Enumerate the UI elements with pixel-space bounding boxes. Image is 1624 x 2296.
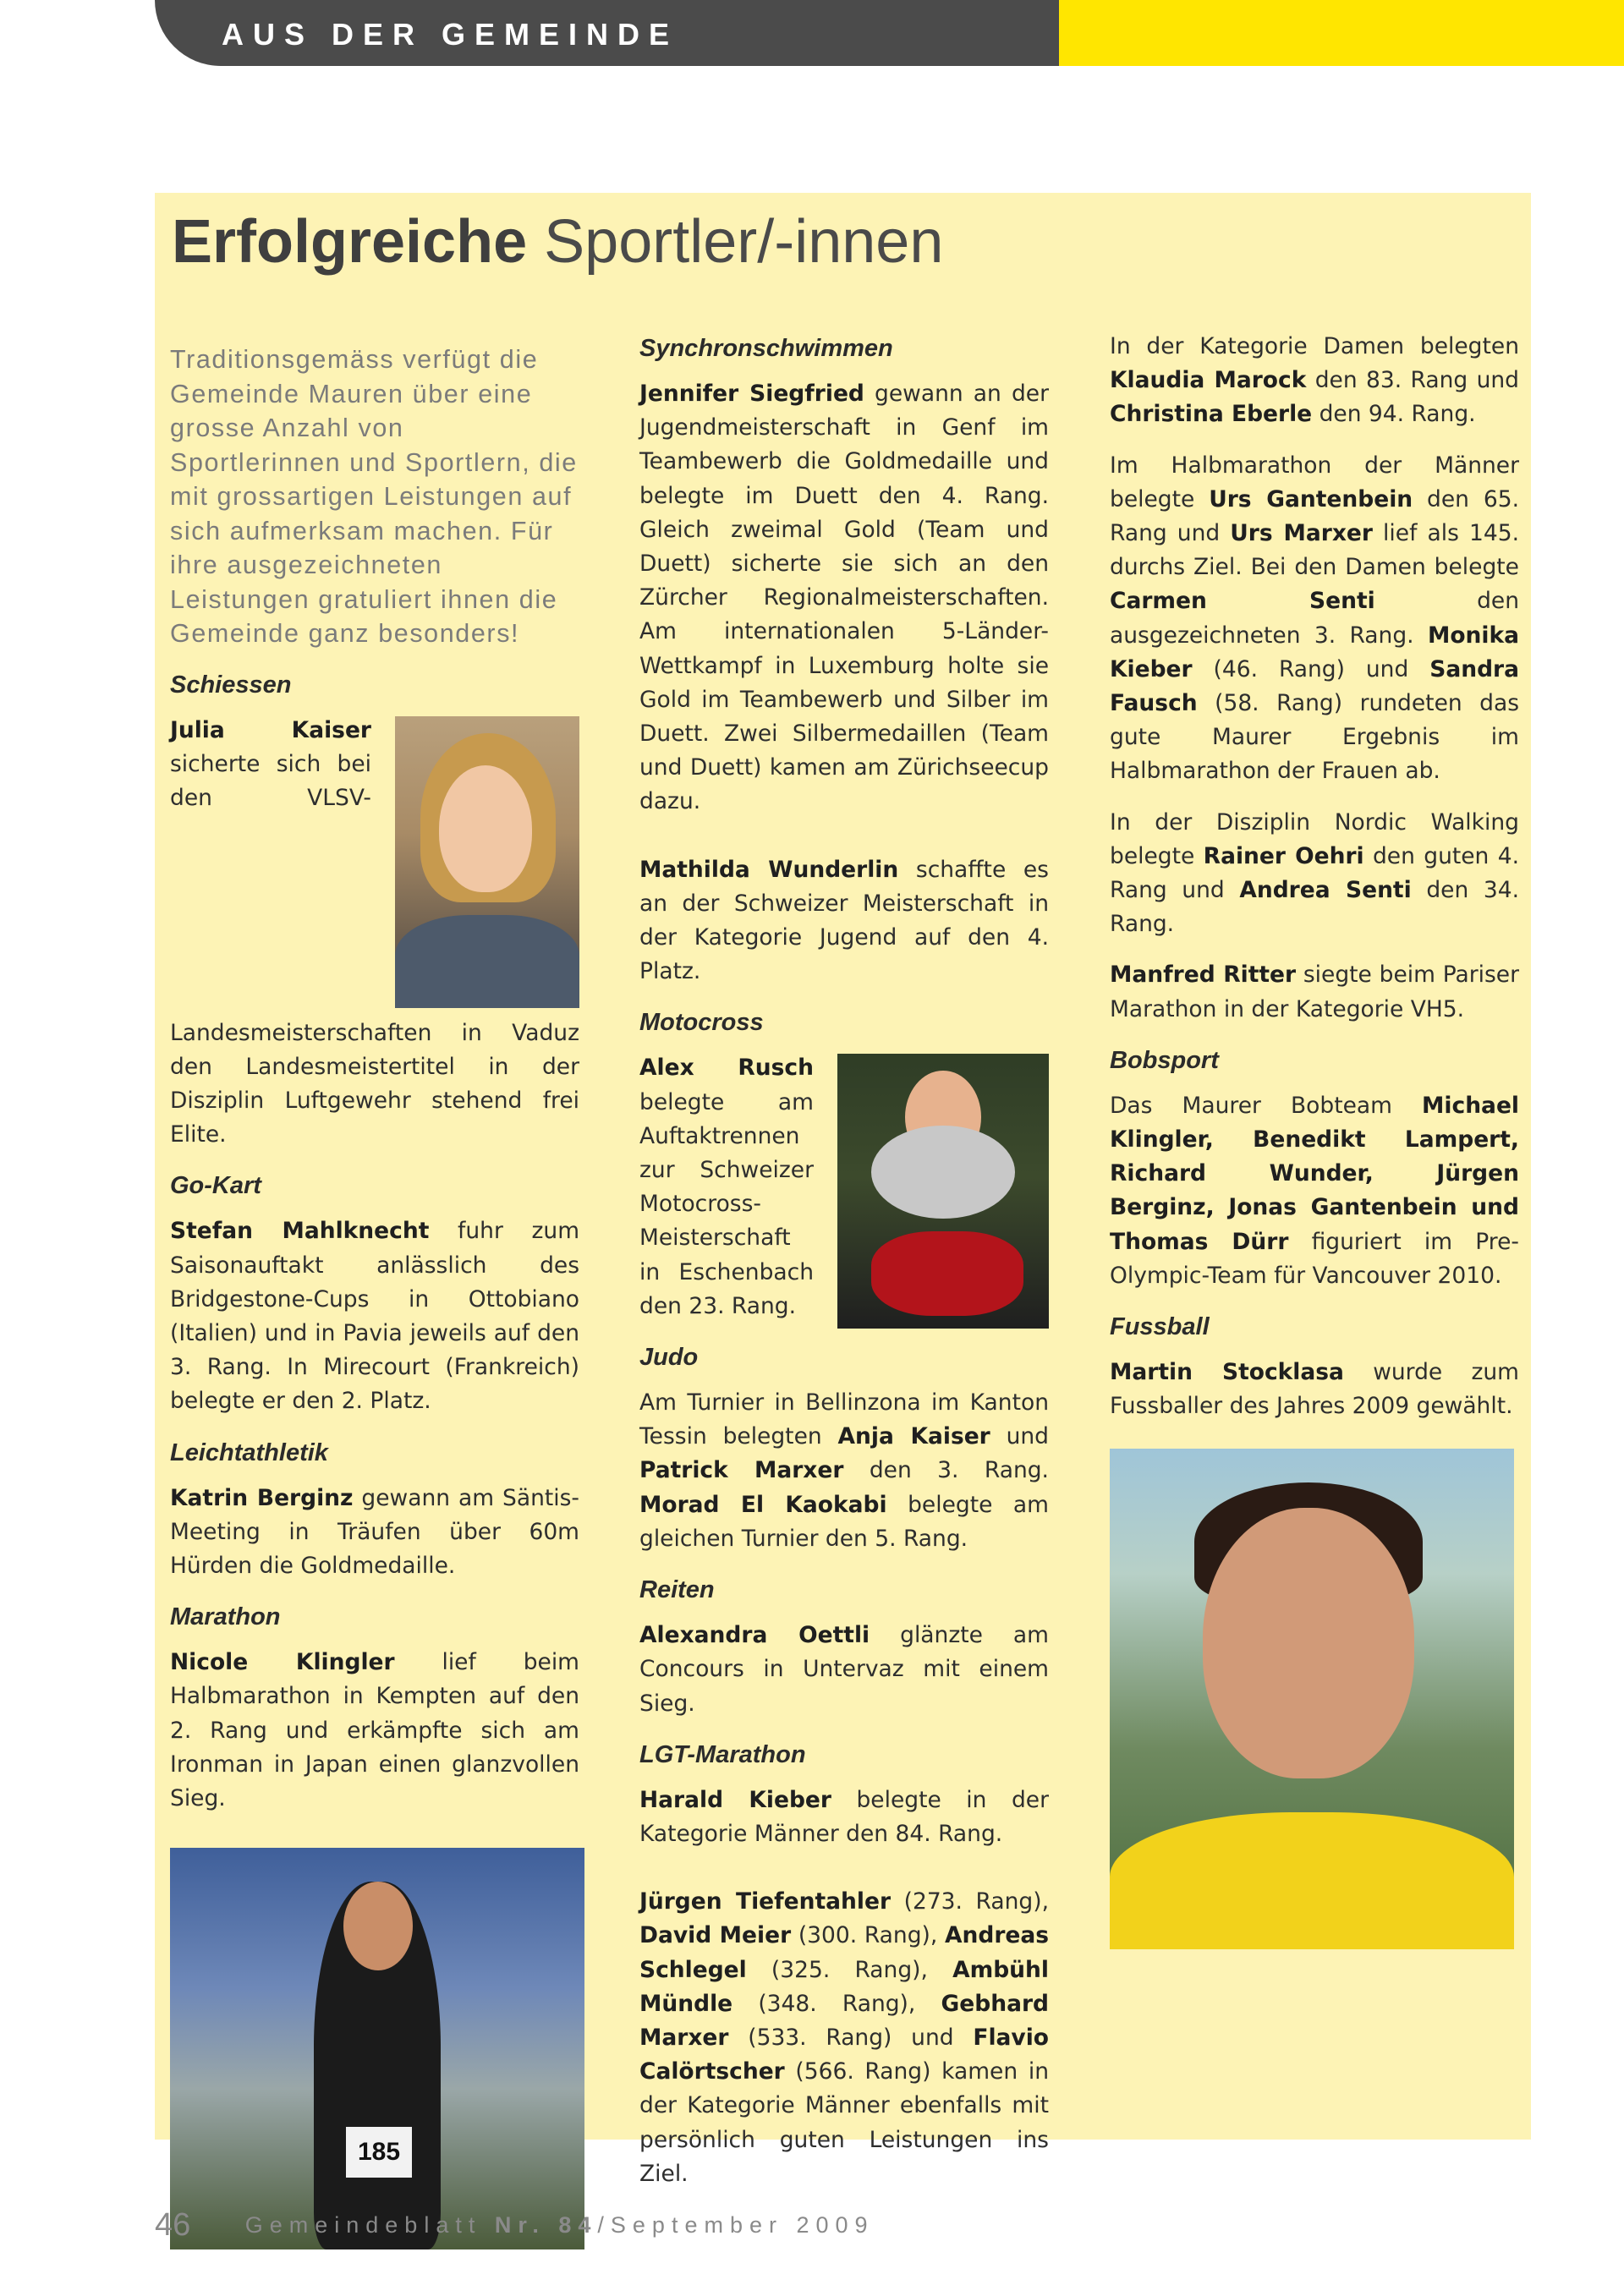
text-run: Im Halbmarathon der Männer belegte bbox=[1110, 452, 1519, 512]
heading-judo: Judo bbox=[639, 1344, 699, 1372]
athlete-name: Andrea Senti bbox=[1239, 877, 1412, 904]
text-marathon bbox=[170, 1646, 579, 1816]
athlete-name: Flavio Calörtscher bbox=[639, 2024, 1049, 2085]
text-run: (566. Rang) kamen in der Kategorie Männer ebenfalls mit persönlich guten Leistungen ins Ziel. bbox=[639, 2058, 1049, 2187]
athlete-name: Monika Kieber bbox=[1110, 622, 1519, 682]
athlete-name: Andreas Schlegel bbox=[639, 1922, 1050, 1983]
header-accent bbox=[1059, 0, 1624, 66]
athlete-name: Mathilda Wunderlin bbox=[639, 856, 899, 883]
athlete-name: Nicole Klingler bbox=[170, 1649, 395, 1676]
page-footer bbox=[155, 2207, 875, 2244]
result-text: fuhr zum Saisonauftakt anlässlich des Bridgestone-Cups in Ottobiano (Italien) und in Pavia jeweils auf den 3. Rang. In Mirecourt (Frankreich) belegte er den 2. Platz. bbox=[170, 1218, 580, 1415]
text-nordic-walking bbox=[1110, 806, 1519, 942]
heading-fussball: Fussball bbox=[1110, 1313, 1210, 1341]
result-text: lief beim Halbmarathon in Kempten auf den 2. Rang und erkämpfte sich am Ironman in Japan einen glanzvollen Sieg. bbox=[170, 1649, 579, 1811]
text-synchron-2 bbox=[639, 853, 1049, 989]
text-run: (300. Rang), bbox=[791, 1922, 945, 1949]
text-run: den ausgezeichneten 3. Rang. bbox=[1110, 588, 1519, 649]
photo-face bbox=[343, 1882, 413, 1970]
result-text: wurde zum Fussballer des Jahres 2009 gewählt. bbox=[1110, 1359, 1519, 1420]
text-run: den 3. Rang. bbox=[843, 1457, 1049, 1484]
athlete-name: Michael Klingler, Benedikt Lampert, Richard Wunder, Jürgen Berginz, Jonas Gantenbein und Thomas Dürr bbox=[1110, 1092, 1519, 1255]
text-fussball bbox=[1110, 1356, 1519, 1423]
text-synchron-1 bbox=[639, 377, 1049, 819]
result-text: glänzte am Concours in Untervaz mit einem Sieg. bbox=[639, 1622, 1049, 1717]
athlete-name: Gebhard Marxer bbox=[639, 1990, 1049, 2051]
spacer bbox=[639, 836, 1049, 853]
photo-face bbox=[1203, 1508, 1414, 1778]
spacer bbox=[639, 1868, 1049, 1885]
column-3 bbox=[1110, 330, 1519, 1949]
text-run: (58. Rang) rundeten das gute Maurer Ergebnis im Halbmarathon der Frauen ab. bbox=[1110, 690, 1519, 785]
photo-face bbox=[439, 765, 532, 892]
text-gokart bbox=[170, 1214, 579, 1418]
text-run: belegte am gleichen Turnier den 5. Rang. bbox=[639, 1491, 1049, 1552]
headline-bold: Erfolgreiche bbox=[172, 208, 528, 276]
athlete-name: Patrick Marxer bbox=[639, 1457, 844, 1484]
athlete-name: Urs Gantenbein bbox=[1209, 485, 1413, 512]
text-run: Am Turnier in Bellinzona im Kanton Tessin belegten bbox=[639, 1389, 1049, 1450]
photo-nicole-klingler bbox=[170, 1848, 584, 2249]
text-run: den guten 4. Rang und bbox=[1110, 842, 1519, 904]
athlete-name: Christina Eberle bbox=[1110, 401, 1313, 428]
text-lgt-2 bbox=[639, 1885, 1049, 2191]
athlete-name: Harald Kieber bbox=[639, 1786, 831, 1813]
photo-shirt bbox=[1110, 1812, 1514, 1949]
text-run: In der Disziplin Nordic Walking belegte bbox=[1110, 808, 1519, 869]
publication-name: Gemeindeblatt bbox=[244, 2212, 495, 2238]
text-bobsport bbox=[1110, 1089, 1519, 1293]
text-run: (46. Rang) und bbox=[1192, 655, 1430, 682]
photo-alex-rusch bbox=[837, 1054, 1049, 1329]
text-damen bbox=[1110, 330, 1519, 432]
athlete-name: Morad El Kaokabi bbox=[639, 1491, 887, 1518]
text-run: In der Kategorie Damen belegten bbox=[1110, 333, 1519, 359]
photo-bike bbox=[871, 1231, 1023, 1316]
athlete-name: Anja Kaiser bbox=[837, 1423, 990, 1450]
text-run: (348. Rang), bbox=[732, 1990, 941, 2017]
athlete-name: Jürgen Tiefentahler bbox=[639, 1888, 892, 1915]
athlete-name: Stefan Mahlknecht bbox=[170, 1218, 430, 1245]
heading-lgt-marathon: LGT-Marathon bbox=[639, 1740, 806, 1768]
photo-body bbox=[395, 915, 579, 1008]
athlete-name: Sandra Fausch bbox=[1110, 655, 1519, 717]
text-run: den 83. Rang und bbox=[1306, 367, 1520, 394]
athlete-name: Urs Marxer bbox=[1230, 520, 1373, 547]
headline-light: Sportler/-innen bbox=[527, 208, 944, 276]
issue-number: Nr. 84 bbox=[494, 2212, 598, 2238]
athlete-name: Manfred Ritter bbox=[1110, 962, 1297, 989]
heading-motocross: Motocross bbox=[639, 1009, 764, 1037]
text-leichtathletik bbox=[170, 1482, 579, 1584]
text-run: den 65. Rang und bbox=[1110, 485, 1519, 547]
photo-bib: 185 bbox=[346, 2127, 412, 2178]
heading-bobsport: Bobsport bbox=[1110, 1046, 1219, 1074]
text-run: und bbox=[990, 1423, 1049, 1450]
result-text: belegte in der Kategorie Männer den 84. Rang. bbox=[639, 1786, 1049, 1847]
text-judo bbox=[639, 1386, 1049, 1556]
athlete-name: Katrin Berginz bbox=[170, 1484, 354, 1511]
heading-marathon: Marathon bbox=[170, 1603, 281, 1631]
text-run: (533. Rang) und bbox=[728, 2024, 974, 2051]
text-lgt-1 bbox=[639, 1784, 1049, 1851]
photo-martin-stocklasa bbox=[1110, 1449, 1514, 1949]
athlete-name: Carmen Senti bbox=[1110, 588, 1375, 615]
result-text: gewann an der Jugendmeisterschaft in Genf im Teambewerb die Goldmedaille und belegte im Duett den 4. Rang. Gleich zweimal Gold (Team und Duett) sicherte sie sich an den Zürcher Regionalmeisterschaften. Am internationalen 5-Länder-Wettkampf in Luxemburg holte sie Gold im Teambewerb und Silber im Duett. Zwei Silbermedaillen (Team und Duett) kamen am Zürichseecup dazu. bbox=[639, 381, 1049, 815]
athlete-name: Rainer Oehri bbox=[1203, 842, 1364, 869]
heading-schiessen: Schiessen bbox=[170, 671, 292, 699]
athlete-name: Jennifer Siegfried bbox=[639, 381, 864, 407]
athlete-name: Martin Stocklasa bbox=[1110, 1359, 1344, 1386]
photo-gear bbox=[871, 1126, 1015, 1219]
result-text: sicherte sich bei den VLSV-Landesmeisterschaften in Vaduz den Landesmeistertitel in der Disziplin Luftgewehr stehend frei Elite. bbox=[170, 750, 579, 1148]
athlete-name: Alexandra Oettli bbox=[639, 1622, 870, 1649]
article-headline bbox=[172, 207, 943, 277]
result-text: belegte am Auftaktrennen zur Schweizer Motocross-Meisterschaft in Eschenbach den 23. Rang. bbox=[639, 1088, 814, 1319]
athlete-name: Ambühl Mündle bbox=[639, 1956, 1049, 2017]
publication-line bbox=[245, 2212, 875, 2238]
section-title: AUS DER GEMEINDE bbox=[222, 17, 679, 52]
issue-date: /September 2009 bbox=[597, 2212, 875, 2238]
athlete-name: Klaudia Marock bbox=[1110, 367, 1307, 394]
result-text: gewann am Säntis-Meeting in Träufen über 60m Hürden die Goldmedaille. bbox=[170, 1484, 579, 1579]
heading-gokart: Go-Kart bbox=[170, 1172, 261, 1200]
column-2 bbox=[639, 332, 1049, 2208]
text-run: den 34. Rang. bbox=[1110, 877, 1519, 938]
text-ritter bbox=[1110, 958, 1519, 1026]
result-text: schaffte es an der Schweizer Meisterschaft in der Kategorie Jugend auf den 4. Platz. bbox=[639, 856, 1049, 985]
athlete-name: Alex Rusch bbox=[639, 1055, 814, 1082]
athlete-name: Julia Kaiser bbox=[170, 716, 371, 743]
result-text: siegte beim Pariser Marathon in der Kategorie VH5. bbox=[1110, 962, 1519, 1022]
heading-leichtathletik: Leichtathletik bbox=[170, 1438, 328, 1466]
text-run: lief als 145. durchs Ziel. Bei den Damen belegte bbox=[1110, 520, 1519, 581]
text-reiten bbox=[639, 1619, 1049, 1721]
heading-reiten: Reiten bbox=[639, 1576, 715, 1604]
athlete-name: David Meier bbox=[639, 1922, 792, 1949]
text-run: Das Maurer Bobteam bbox=[1110, 1092, 1423, 1119]
intro-text: Traditionsgemäss verfügt die Gemeinde Mauren über eine grosse Anzahl von Sportlerinnen und Sportlern, die mit grossartigen Leistungen auf sich aufmerksam machen. Für ihre ausgezeichneten Leistungen gratuliert ihnen die Gemeinde ganz besonders! bbox=[170, 345, 578, 648]
heading-synchronschwimmen: Synchronschwimmen bbox=[639, 335, 893, 362]
text-run: (273. Rang), bbox=[891, 1888, 1049, 1915]
page-number: 46 bbox=[155, 2207, 191, 2243]
text-run: (325. Rang), bbox=[746, 1956, 953, 1983]
column-1 bbox=[170, 342, 579, 2249]
photo-julia-kaiser bbox=[395, 716, 579, 1008]
text-run: figuriert im Pre-Olympic-Team für Vancouver 2010. bbox=[1110, 1228, 1519, 1289]
text-halbmarathon bbox=[1110, 449, 1519, 789]
text-run: den 94. Rang. bbox=[1312, 401, 1476, 428]
